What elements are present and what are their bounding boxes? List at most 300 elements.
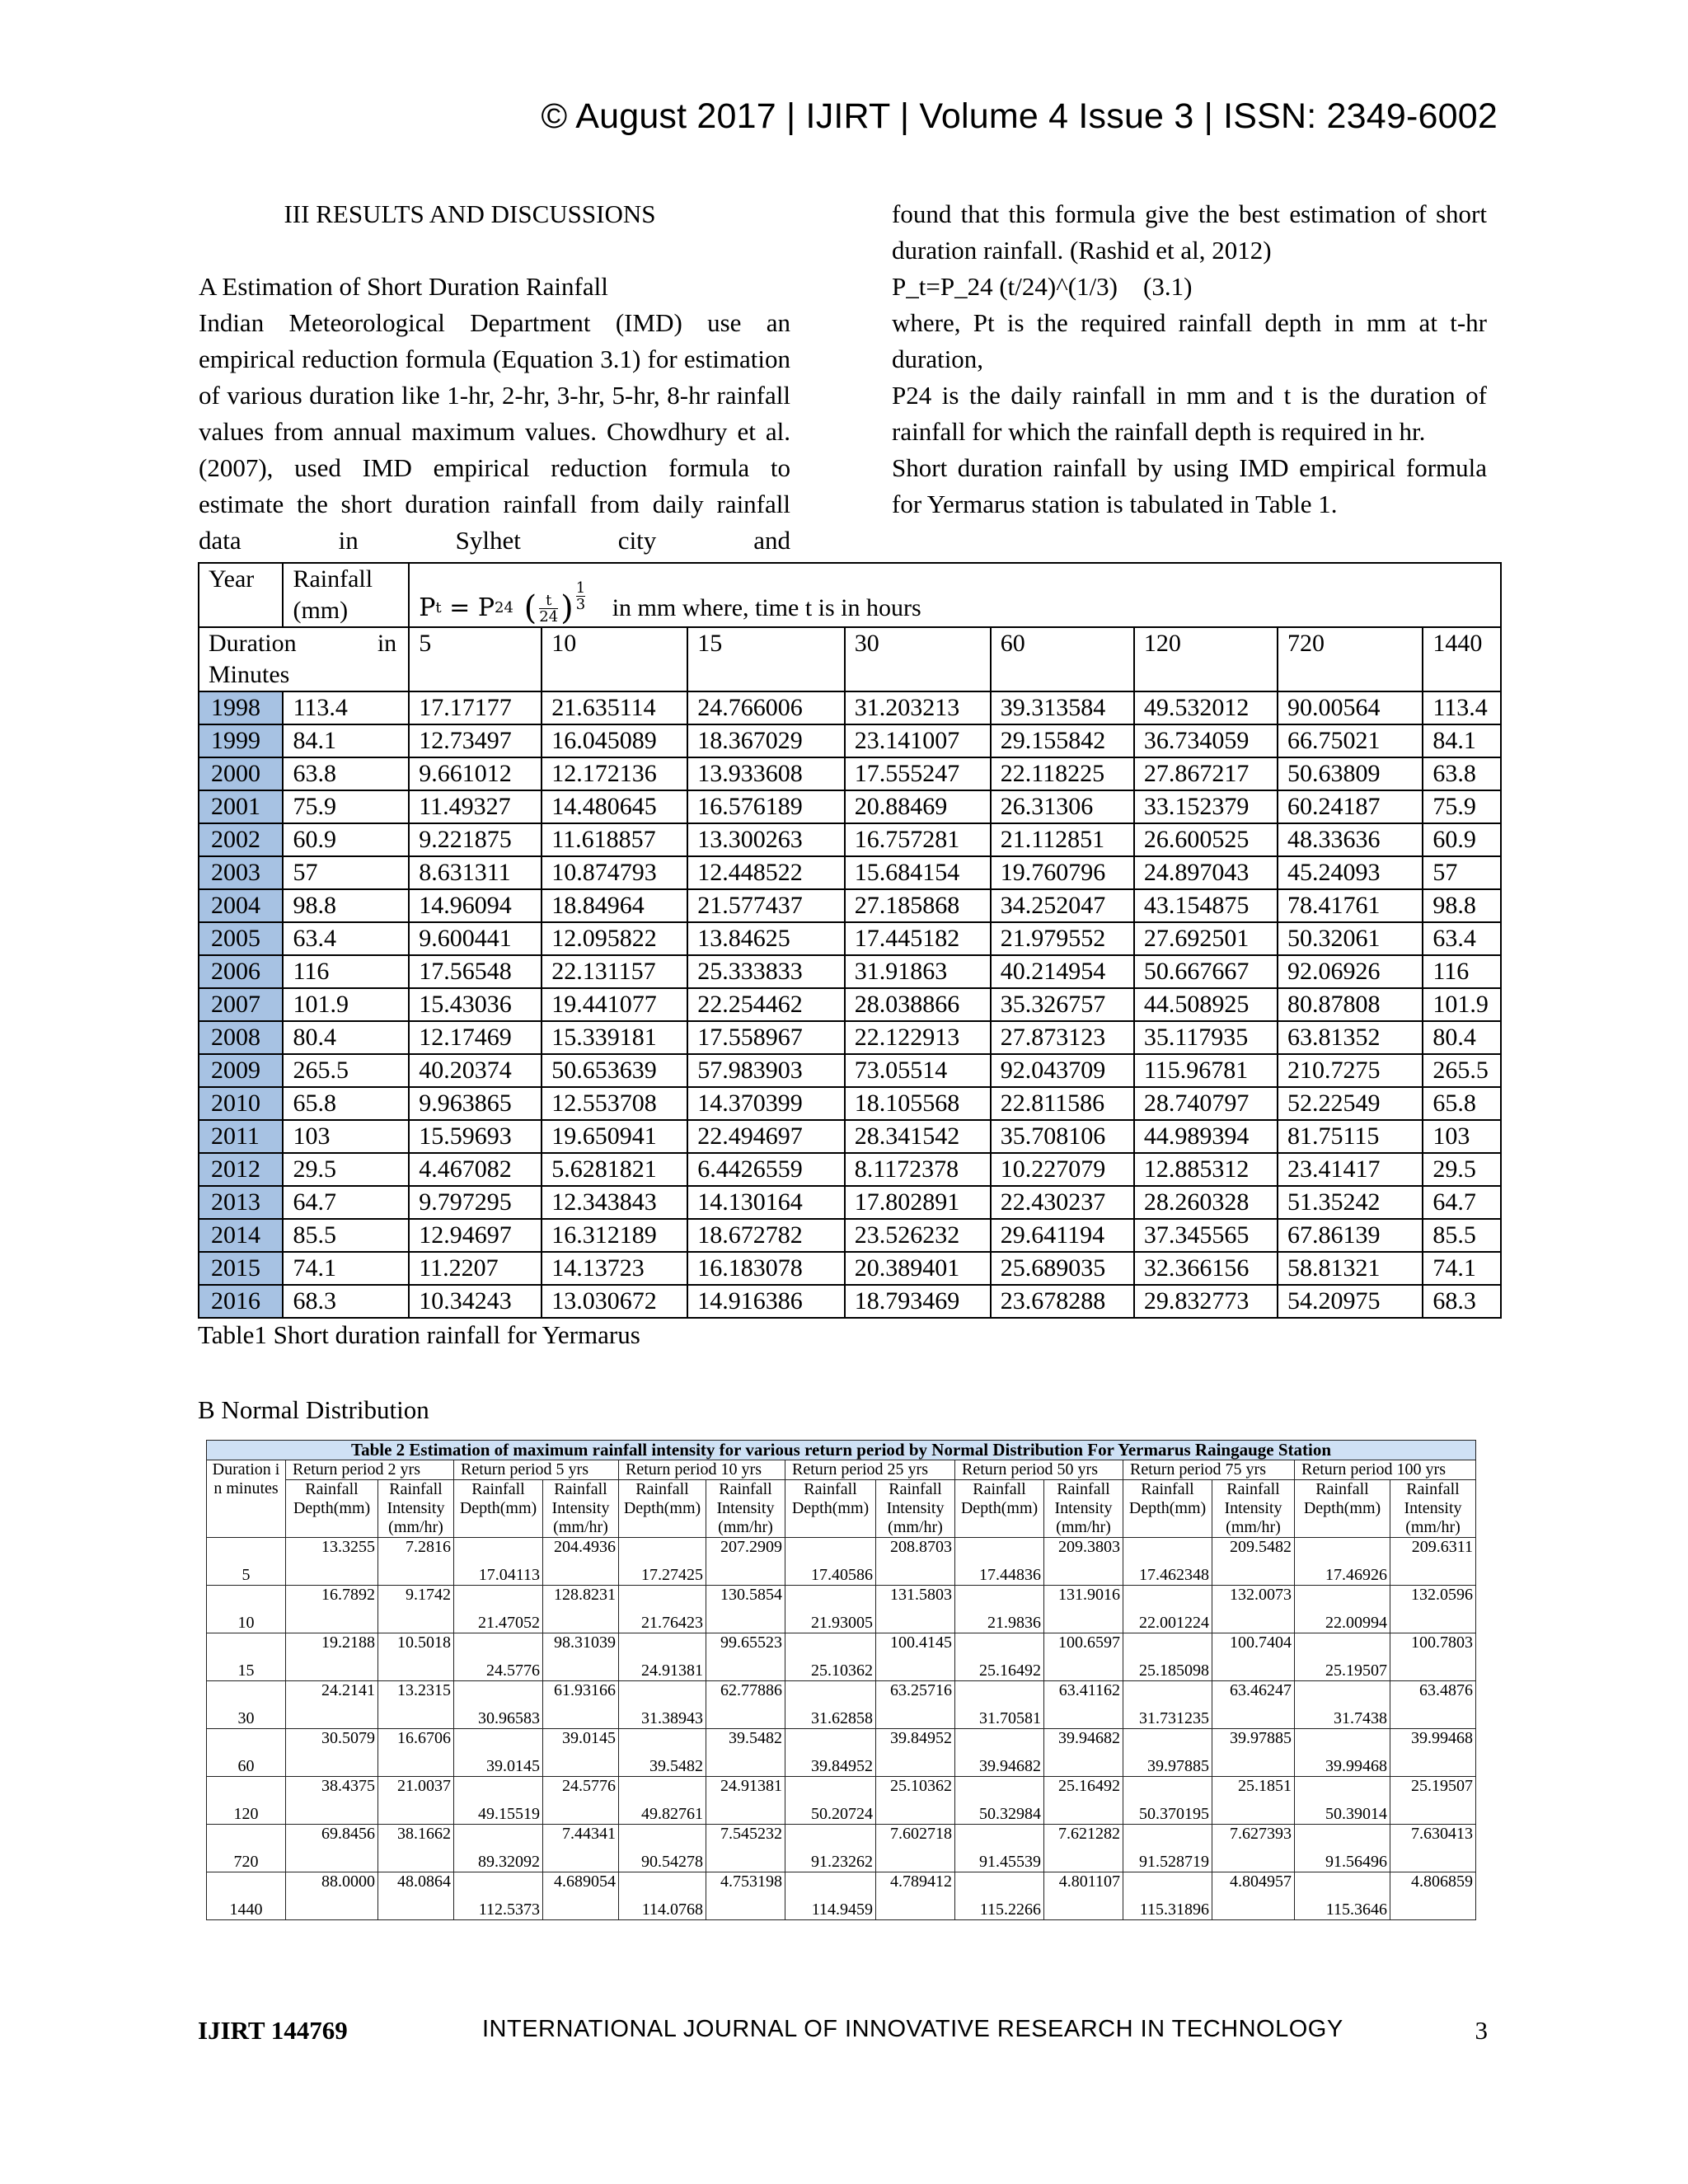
rainfall-value-cell: 58.81321 [1278, 1252, 1423, 1285]
formula-header [409, 563, 1501, 627]
rainfall-cell: 116 [283, 955, 409, 988]
rainfall-cell: 64.7 [283, 1186, 409, 1219]
rainfall-value-cell: 29.155842 [991, 724, 1134, 757]
rainfall-cell: 113.4 [283, 691, 409, 724]
rainfall-value-cell: 27.692501 [1134, 922, 1278, 955]
depth-cell: 89.32092 [454, 1825, 543, 1872]
table-row [199, 823, 1501, 856]
intensity-cell: 98.31039 [543, 1633, 619, 1681]
table-row [199, 1252, 1501, 1285]
intensity-cell: 132.0073 [1212, 1586, 1295, 1633]
table-2-duration-header: Duration in minutes [207, 1460, 286, 1538]
rainfall-value-cell: 16.045089 [542, 724, 687, 757]
rainfall-value-cell: 15.684154 [845, 856, 991, 889]
intensity-cell: 7.44341 [543, 1825, 619, 1872]
table-1-caption: Table1 Short duration rainfall for Yermarus [198, 1320, 640, 1349]
table-row [199, 724, 1501, 757]
table-row [207, 1777, 1476, 1825]
depth-cell: 25.10362 [785, 1633, 876, 1681]
year-cell: 2006 [199, 955, 283, 988]
rainfall-value-cell: 115.96781 [1134, 1054, 1278, 1087]
depth-cell: 17.44836 [955, 1538, 1044, 1586]
table-row [199, 1120, 1501, 1153]
rainfall-value-cell: 13.300263 [687, 823, 844, 856]
depth-cell: 39.99468 [1295, 1729, 1390, 1777]
rainfall-value-cell: 15.59693 [409, 1120, 542, 1153]
intensity-cell: 99.65523 [706, 1633, 785, 1681]
intensity-cell: 131.9016 [1044, 1586, 1123, 1633]
rainfall-value-cell: 75.9 [1423, 790, 1501, 823]
intensity-cell: 7.2816 [378, 1538, 454, 1586]
duration-1440: 1440 [1423, 627, 1501, 691]
table-row [199, 955, 1501, 988]
depth-cell: 25.185098 [1123, 1633, 1212, 1681]
year-cell: 2011 [199, 1120, 283, 1153]
intensity-cell: 24.5776 [543, 1777, 619, 1825]
rainfall-value-cell: 265.5 [1423, 1054, 1501, 1087]
depth-cell: 17.40586 [785, 1538, 876, 1586]
rainfall-value-cell: 74.1 [1423, 1252, 1501, 1285]
rainfall-value-cell: 29.641194 [991, 1219, 1134, 1252]
rainfall-value-cell: 65.8 [1423, 1087, 1501, 1120]
section-heading: III RESULTS AND DISCUSSIONS [284, 199, 656, 228]
rainfall-value-cell: 50.63809 [1278, 757, 1423, 790]
rainfall-value-cell: 18.84964 [542, 889, 687, 922]
intensity-cell: 4.801107 [1044, 1872, 1123, 1920]
intensity-cell: 130.5854 [706, 1586, 785, 1633]
table-row [199, 1186, 1501, 1219]
rainfall-value-cell: 9.661012 [409, 757, 542, 790]
rainfall-value-cell: 15.43036 [409, 988, 542, 1021]
depth-cell: 88.0000 [286, 1872, 378, 1920]
rainfall-value-cell: 210.7275 [1278, 1054, 1423, 1087]
rainfall-value-cell: 21.112851 [991, 823, 1134, 856]
intensity-cell: 39.0145 [543, 1729, 619, 1777]
duration-cell: 10 [207, 1586, 286, 1633]
return-period-header: Return period 50 yrs [955, 1460, 1123, 1480]
rainfall-value-cell: 101.9 [1423, 988, 1501, 1021]
table-row [207, 1586, 1476, 1633]
rainfall-value-cell: 32.366156 [1134, 1252, 1278, 1285]
intensity-cell: 13.2315 [378, 1681, 454, 1729]
duration-cell: 1440 [207, 1872, 286, 1920]
rainfall-value-cell: 20.88469 [845, 790, 991, 823]
depth-header: Rainfall Depth(mm) [454, 1480, 543, 1538]
table-row [207, 1729, 1476, 1777]
depth-cell: 24.2141 [286, 1681, 378, 1729]
year-cell: 2008 [199, 1021, 283, 1054]
rainfall-cell: 74.1 [283, 1252, 409, 1285]
rainfall-value-cell: 35.708106 [991, 1120, 1134, 1153]
rainfall-value-cell: 35.117935 [1134, 1021, 1278, 1054]
rainfall-value-cell: 40.214954 [991, 955, 1134, 988]
depth-cell: 31.731235 [1123, 1681, 1212, 1729]
intensity-cell: 25.19507 [1390, 1777, 1476, 1825]
intensity-header: Rainfall Intensity (mm/hr) [1212, 1480, 1295, 1538]
rainfall-value-cell: 92.043709 [991, 1054, 1134, 1087]
duration-cell: 5 [207, 1538, 286, 1586]
depth-cell: 17.46926 [1295, 1538, 1390, 1586]
depth-cell: 115.2266 [955, 1872, 1044, 1920]
rainfall-value-cell: 23.41417 [1278, 1153, 1423, 1186]
rainfall-value-cell: 18.367029 [687, 724, 844, 757]
duration-cell: 720 [207, 1825, 286, 1872]
rainfall-value-cell: 113.4 [1423, 691, 1501, 724]
return-period-header: Return period 2 yrs [286, 1460, 454, 1480]
intensity-cell: 7.545232 [706, 1825, 785, 1872]
intensity-cell: 4.804957 [1212, 1872, 1295, 1920]
intensity-cell: 63.46247 [1212, 1681, 1295, 1729]
depth-cell: 21.47052 [454, 1586, 543, 1633]
depth-cell: 21.9836 [955, 1586, 1044, 1633]
rainfall-cell: 68.3 [283, 1285, 409, 1318]
intensity-cell: 25.10362 [876, 1777, 955, 1825]
rainfall-value-cell: 44.989394 [1134, 1120, 1278, 1153]
rainfall-value-cell: 12.73497 [409, 724, 542, 757]
rainfall-value-cell: 9.797295 [409, 1186, 542, 1219]
rainfall-value-cell: 17.17177 [409, 691, 542, 724]
rainfall-value-cell: 29.5 [1423, 1153, 1501, 1186]
rainfall-value-cell: 22.430237 [991, 1186, 1134, 1219]
rainfall-value-cell: 48.33636 [1278, 823, 1423, 856]
year-cell: 2010 [199, 1087, 283, 1120]
rainfall-cell: 98.8 [283, 889, 409, 922]
intensity-cell: 209.5482 [1212, 1538, 1295, 1586]
rainfall-value-cell: 31.203213 [845, 691, 991, 724]
intensity-header: Rainfall Intensity (mm/hr) [1390, 1480, 1476, 1538]
intensity-cell: 16.6706 [378, 1729, 454, 1777]
depth-cell: 90.54278 [619, 1825, 706, 1872]
page-number: 3 [1475, 2016, 1488, 2045]
table-row [199, 856, 1501, 889]
depth-cell: 39.84952 [785, 1729, 876, 1777]
rainfall-value-cell: 92.06926 [1278, 955, 1423, 988]
rainfall-value-cell: 27.185868 [845, 889, 991, 922]
rainfall-value-cell: 60.24187 [1278, 790, 1423, 823]
table-2 [206, 1440, 1475, 1920]
rainfall-cell: 101.9 [283, 988, 409, 1021]
formula: P t = P 24 ( $\frac{t}{24}$ ) $\frac{1}{3}$ [419, 579, 586, 627]
intensity-cell: 7.602718 [876, 1825, 955, 1872]
rainfall-value-cell: 22.494697 [687, 1120, 844, 1153]
depth-cell: 19.2188 [286, 1633, 378, 1681]
table-row [199, 889, 1501, 922]
rainfall-value-cell: 50.653639 [542, 1054, 687, 1087]
rainfall-value-cell: 9.221875 [409, 823, 542, 856]
depth-cell: 114.9459 [785, 1872, 876, 1920]
intensity-cell: 62.77886 [706, 1681, 785, 1729]
rainfall-value-cell: 22.254462 [687, 988, 844, 1021]
depth-cell: 30.5079 [286, 1729, 378, 1777]
rainfall-value-cell: 14.480645 [542, 790, 687, 823]
depth-cell: 50.20724 [785, 1777, 876, 1825]
rainfall-value-cell: 60.9 [1423, 823, 1501, 856]
rainfall-value-cell: 22.811586 [991, 1087, 1134, 1120]
depth-cell: 39.97885 [1123, 1729, 1212, 1777]
rainfall-cell: 65.8 [283, 1087, 409, 1120]
rainfall-value-cell: 28.038866 [845, 988, 991, 1021]
rainfall-value-cell: 17.56548 [409, 955, 542, 988]
table-row [207, 1633, 1476, 1681]
depth-cell: 22.00994 [1295, 1586, 1390, 1633]
rainfall-value-cell: 18.793469 [845, 1285, 991, 1318]
depth-cell: 21.76423 [619, 1586, 706, 1633]
rainfall-value-cell: 31.91863 [845, 955, 991, 988]
footer-id: IJIRT 144769 [198, 2016, 348, 2045]
intensity-cell: 204.4936 [543, 1538, 619, 1586]
return-period-header: Return period 5 yrs [454, 1460, 619, 1480]
depth-cell: 91.528719 [1123, 1825, 1212, 1872]
duration-120: 120 [1134, 627, 1278, 691]
rainfall-value-cell: 9.963865 [409, 1087, 542, 1120]
rainfall-value-cell: 8.1172378 [845, 1153, 991, 1186]
table-row [199, 1153, 1501, 1186]
year-cell: 1999 [199, 724, 283, 757]
rainfall-value-cell: 37.345565 [1134, 1219, 1278, 1252]
footer-journal: INTERNATIONAL JOURNAL OF INNOVATIVE RESEARCH IN TECHNOLOGY [482, 2016, 1343, 2042]
intensity-cell: 209.3803 [1044, 1538, 1123, 1586]
depth-header: Rainfall Depth(mm) [619, 1480, 706, 1538]
rainfall-value-cell: 22.131157 [542, 955, 687, 988]
intensity-header: Rainfall Intensity (mm/hr) [1044, 1480, 1123, 1538]
intensity-cell: 63.41162 [1044, 1681, 1123, 1729]
rainfall-value-cell: 6.4426559 [687, 1153, 844, 1186]
depth-cell: 25.19507 [1295, 1633, 1390, 1681]
return-period-header: Return period 75 yrs [1123, 1460, 1295, 1480]
intensity-cell: 128.8231 [543, 1586, 619, 1633]
year-cell: 2007 [199, 988, 283, 1021]
rainfall-value-cell: 10.34243 [409, 1285, 542, 1318]
duration-5: 5 [409, 627, 542, 691]
rainfall-value-cell: 16.576189 [687, 790, 844, 823]
duration-header: Duration in Minutes [199, 627, 409, 691]
table-row [199, 922, 1501, 955]
rainfall-value-cell: 28.341542 [845, 1120, 991, 1153]
right-paragraph-2: where, Pt is the required rainfall depth in mm at t-hr duration, [892, 308, 1487, 373]
rainfall-cell: 103 [283, 1120, 409, 1153]
year-cell: 2016 [199, 1285, 283, 1318]
table-row [199, 988, 1501, 1021]
table-row [199, 1087, 1501, 1120]
formula-suffix: in mm where, time t is in hours [612, 594, 921, 621]
table-row [199, 1219, 1501, 1252]
depth-cell: 31.62858 [785, 1681, 876, 1729]
rainfall-header: Rainfall (mm) [283, 563, 409, 627]
rainfall-value-cell: 35.326757 [991, 988, 1134, 1021]
rainfall-value-cell: 98.8 [1423, 889, 1501, 922]
depth-header: Rainfall Depth(mm) [286, 1480, 378, 1538]
rainfall-value-cell: 14.130164 [687, 1186, 844, 1219]
rainfall-value-cell: 49.532012 [1134, 691, 1278, 724]
equation-3-1: P_t=P_24 (t/24)^(1/3) (3.1) [892, 272, 1193, 301]
intensity-header: Rainfall Intensity (mm/hr) [543, 1480, 619, 1538]
rainfall-cell: 60.9 [283, 823, 409, 856]
return-period-header: Return period 10 yrs [619, 1460, 785, 1480]
depth-cell: 39.94682 [955, 1729, 1044, 1777]
rainfall-value-cell: 13.030672 [542, 1285, 687, 1318]
year-cell: 2002 [199, 823, 283, 856]
rainfall-value-cell: 13.84625 [687, 922, 844, 955]
left-column [199, 196, 790, 559]
left-paragraph: Indian Meteorological Department (IMD) use an empirical reduction formula (Equation 3.1) for estimation of various duration like 1-hr, 2-hr, 3-hr, 5-hr, 8-hr rainfall values from annual maximum values. Chowdhury et al. (2007), used IMD empirical reduction formula to estimate the short duration rainfall from daily rainfall data in Sylhet city and [199, 308, 790, 555]
intensity-cell: 100.4145 [876, 1633, 955, 1681]
return-period-header: Return period 25 yrs [785, 1460, 955, 1480]
rainfall-value-cell: 12.553708 [542, 1087, 687, 1120]
rainfall-value-cell: 78.41761 [1278, 889, 1423, 922]
rainfall-value-cell: 14.13723 [542, 1252, 687, 1285]
rainfall-value-cell: 57.983903 [687, 1054, 844, 1087]
rainfall-value-cell: 12.448522 [687, 856, 844, 889]
intensity-cell: 39.84952 [876, 1729, 955, 1777]
rainfall-value-cell: 68.3 [1423, 1285, 1501, 1318]
rainfall-value-cell: 67.86139 [1278, 1219, 1423, 1252]
depth-cell: 24.5776 [454, 1633, 543, 1681]
right-paragraph-1: found that this formula give the best estimation of short duration rainfall. (Rashid et al, 2012) [892, 199, 1487, 265]
rainfall-value-cell: 18.672782 [687, 1219, 844, 1252]
year-cell: 2001 [199, 790, 283, 823]
intensity-cell: 208.8703 [876, 1538, 955, 1586]
table-row [207, 1872, 1476, 1920]
depth-cell: 50.370195 [1123, 1777, 1212, 1825]
rainfall-value-cell: 13.933608 [687, 757, 844, 790]
rainfall-value-cell: 26.31306 [991, 790, 1134, 823]
duration-cell: 120 [207, 1777, 286, 1825]
depth-cell: 112.5373 [454, 1872, 543, 1920]
depth-cell: 16.7892 [286, 1586, 378, 1633]
rainfall-value-cell: 17.558967 [687, 1021, 844, 1054]
table-row [199, 691, 1501, 724]
table-row [207, 1825, 1476, 1872]
depth-cell: 50.32984 [955, 1777, 1044, 1825]
intensity-cell: 39.99468 [1390, 1729, 1476, 1777]
rainfall-value-cell: 12.94697 [409, 1219, 542, 1252]
rainfall-value-cell: 17.445182 [845, 922, 991, 955]
depth-cell: 17.462348 [1123, 1538, 1212, 1586]
rainfall-value-cell: 84.1 [1423, 724, 1501, 757]
intensity-cell: 21.0037 [378, 1777, 454, 1825]
rainfall-value-cell: 20.389401 [845, 1252, 991, 1285]
rainfall-value-cell: 66.75021 [1278, 724, 1423, 757]
rainfall-value-cell: 25.689035 [991, 1252, 1134, 1285]
rainfall-value-cell: 43.154875 [1134, 889, 1278, 922]
depth-cell: 31.70581 [955, 1681, 1044, 1729]
rainfall-value-cell: 40.20374 [409, 1054, 542, 1087]
intensity-cell: 132.0596 [1390, 1586, 1476, 1633]
rainfall-value-cell: 51.35242 [1278, 1186, 1423, 1219]
table-2-title: Table 2 Estimation of maximum rainfall intensity for various return period by Normal Distribution For Yermarus Raingauge Station [207, 1441, 1476, 1460]
rainfall-value-cell: 23.526232 [845, 1219, 991, 1252]
depth-cell: 115.31896 [1123, 1872, 1212, 1920]
intensity-cell: 209.6311 [1390, 1538, 1476, 1586]
rainfall-value-cell: 9.600441 [409, 922, 542, 955]
intensity-cell: 25.16492 [1044, 1777, 1123, 1825]
intensity-cell: 39.97885 [1212, 1729, 1295, 1777]
rainfall-cell: 75.9 [283, 790, 409, 823]
intensity-cell: 9.1742 [378, 1586, 454, 1633]
rainfall-value-cell: 17.555247 [845, 757, 991, 790]
depth-cell: 49.82761 [619, 1777, 706, 1825]
rainfall-value-cell: 29.832773 [1134, 1285, 1278, 1318]
year-cell: 2009 [199, 1054, 283, 1087]
subsection-heading: A Estimation of Short Duration Rainfall [199, 272, 608, 301]
rainfall-value-cell: 15.339181 [542, 1021, 687, 1054]
right-paragraph-4: Short duration rainfall by using IMD empirical formula for Yermarus station is tabulated in Table 1. [892, 453, 1487, 518]
duration-15: 15 [687, 627, 844, 691]
depth-cell: 30.96583 [454, 1681, 543, 1729]
rainfall-value-cell: 10.874793 [542, 856, 687, 889]
table-row [199, 1285, 1501, 1318]
duration-cell: 15 [207, 1633, 286, 1681]
rainfall-value-cell: 33.152379 [1134, 790, 1278, 823]
depth-cell: 91.23262 [785, 1825, 876, 1872]
rainfall-value-cell: 21.577437 [687, 889, 844, 922]
depth-cell: 31.7438 [1295, 1681, 1390, 1729]
rainfall-cell: 84.1 [283, 724, 409, 757]
intensity-cell: 4.789412 [876, 1872, 955, 1920]
rainfall-value-cell: 16.183078 [687, 1252, 844, 1285]
depth-cell: 69.8456 [286, 1825, 378, 1872]
year-cell: 2013 [199, 1186, 283, 1219]
intensity-cell: 4.753198 [706, 1872, 785, 1920]
rainfall-value-cell: 16.757281 [845, 823, 991, 856]
intensity-cell: 24.91381 [706, 1777, 785, 1825]
rainfall-value-cell: 28.260328 [1134, 1186, 1278, 1219]
intensity-cell: 4.806859 [1390, 1872, 1476, 1920]
intensity-cell: 48.0864 [378, 1872, 454, 1920]
rainfall-value-cell: 12.095822 [542, 922, 687, 955]
rainfall-value-cell: 4.467082 [409, 1153, 542, 1186]
rainfall-value-cell: 64.7 [1423, 1186, 1501, 1219]
year-cell: 2014 [199, 1219, 283, 1252]
rainfall-value-cell: 19.760796 [991, 856, 1134, 889]
depth-header: Rainfall Depth(mm) [785, 1480, 876, 1538]
rainfall-value-cell: 24.766006 [687, 691, 844, 724]
right-column [892, 196, 1487, 523]
intensity-cell: 39.94682 [1044, 1729, 1123, 1777]
intensity-cell: 63.4876 [1390, 1681, 1476, 1729]
rainfall-cell: 29.5 [283, 1153, 409, 1186]
depth-cell: 39.0145 [454, 1729, 543, 1777]
rainfall-value-cell: 12.885312 [1134, 1153, 1278, 1186]
year-cell: 2004 [199, 889, 283, 922]
rainfall-value-cell: 22.118225 [991, 757, 1134, 790]
rainfall-value-cell: 57 [1423, 856, 1501, 889]
table-row [199, 1021, 1501, 1054]
rainfall-value-cell: 16.312189 [542, 1219, 687, 1252]
rainfall-cell: 80.4 [283, 1021, 409, 1054]
intensity-cell: 7.627393 [1212, 1825, 1295, 1872]
depth-cell: 17.27425 [619, 1538, 706, 1586]
intensity-cell: 4.689054 [543, 1872, 619, 1920]
depth-cell: 31.38943 [619, 1681, 706, 1729]
rainfall-value-cell: 18.105568 [845, 1087, 991, 1120]
rainfall-value-cell: 24.897043 [1134, 856, 1278, 889]
rainfall-value-cell: 12.17469 [409, 1021, 542, 1054]
year-cell: 2005 [199, 922, 283, 955]
intensity-cell: 131.5803 [876, 1586, 955, 1633]
rainfall-value-cell: 50.32061 [1278, 922, 1423, 955]
table-row [207, 1681, 1476, 1729]
depth-cell: 25.16492 [955, 1633, 1044, 1681]
depth-cell: 21.93005 [785, 1586, 876, 1633]
depth-header: Rainfall Depth(mm) [1123, 1480, 1212, 1538]
rainfall-value-cell: 14.370399 [687, 1087, 844, 1120]
rainfall-value-cell: 11.618857 [542, 823, 687, 856]
rainfall-value-cell: 10.227079 [991, 1153, 1134, 1186]
intensity-cell: 61.93166 [543, 1681, 619, 1729]
year-header: Year [199, 563, 283, 627]
depth-cell: 49.15519 [454, 1777, 543, 1825]
